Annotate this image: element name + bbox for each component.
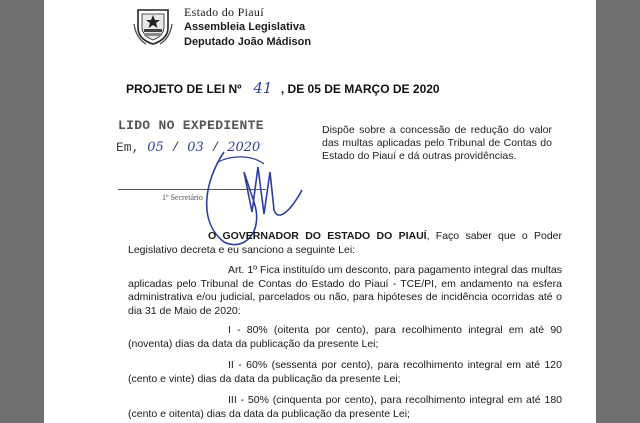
article-1-text: Art. 1º Fica instituído um desconto, para pagamento integral das multas aplicadas pelo Tribunal de Contas do Estado do Piauí - TCE/PI, em andamento na esfera administrativa e/ou judicial, parcelados ou não, para hipóteses de incidência ocorridas até o dia 31 de Maio de 2020:: [128, 264, 562, 317]
item-iii: [128, 394, 562, 421]
reading-stamp-label: LIDO NO EXPEDIENTE: [118, 118, 264, 133]
item-ii-text: II - 60% (sessenta por cento), para recolhimento integral em até 120 (cento e vinte) dias da data da publicação da presente Lei;: [128, 359, 562, 385]
item-i: [128, 324, 562, 351]
article-1: [128, 264, 562, 318]
stamp-secretary: 1º Secretário: [162, 193, 203, 202]
stamp-date-prefix: Em,: [116, 140, 140, 155]
bill-title-prefix: PROJETO DE LEI Nº: [126, 82, 242, 96]
stamp-signature-line: [118, 189, 266, 190]
stamp-day: 05: [147, 140, 164, 155]
governor-heading: O GOVERNADOR DO ESTADO DO PIAUÍ: [208, 230, 427, 242]
bill-number: 41: [253, 79, 273, 97]
bill-summary: Dispõe sobre a concessão de redução do valor das multas aplicadas pelo Tribunal de Contas do Estado do Piauí e dá outras providências.: [322, 124, 552, 162]
document-page: [44, 0, 596, 423]
reading-stamp-date: Em, 05 / 03 / 2020: [116, 140, 261, 155]
enactment-text: , Faço saber que o Poder Legislativo decreta e eu sanciono a seguinte Lei:: [128, 230, 562, 256]
state-name: Estado do Piauí: [184, 5, 264, 19]
assembly-name: Assembleia Legislativa: [184, 21, 306, 33]
item-iii-text: III - 50% (cinquenta por cento), para recolhimento integral em até 180 (cento e oitenta) dias da data da publicação da presente Lei;: [128, 394, 562, 420]
state-coat-of-arms-icon: [132, 4, 174, 46]
bill-title: [126, 79, 440, 97]
deputy-name: Deputado João Mádison: [184, 36, 312, 48]
letterhead: [184, 5, 311, 50]
stamp-year: 2020: [227, 140, 261, 155]
stamp-month: 03: [187, 140, 204, 155]
enactment-clause: [128, 230, 562, 257]
bill-title-suffix: , DE 05 DE MARÇO DE 2020: [280, 82, 440, 96]
item-i-text: I - 80% (oitenta por cento), para recolhimento integral em até 90 (noventa) dias da data da publicação da presente Lei;: [128, 324, 562, 350]
item-ii: [128, 359, 562, 386]
